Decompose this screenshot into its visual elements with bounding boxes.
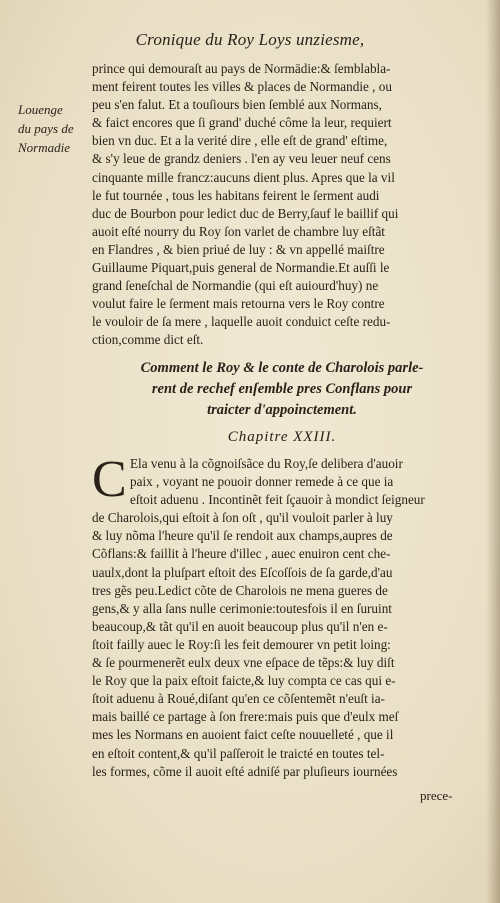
- text-line: & luy nõma l'heure qu'il ſe rendoit aux champs,aupres de: [92, 528, 393, 544]
- text-line: de Charolois,qui eſtoit à ſon oſt , qu'il vouloit parler à luy: [92, 510, 393, 526]
- text-line: uaulx,dont la pluſpart eſtoit des Eſcoſſois de ſa garde,d'au: [92, 564, 393, 580]
- text-line: gens,& y alla ſans nulle cerimonie:toutesfois il en ſuruint: [92, 600, 392, 616]
- text-line: Cõflans:& faillit à l'heure d'illec , auec enuiron cent che-: [92, 546, 391, 562]
- text-line: le vouloir de ſa mere , laquelle auoit conduict ceſte redu-: [92, 314, 391, 330]
- text-line: prince qui demouraſt au pays de Normādie:& ſemblabla-: [92, 61, 391, 76]
- text-line: bien vn duc. Et a la verité dire , elle eſt de grand' eſtime,: [92, 133, 388, 149]
- text-line: en Flandres , & bien priué de luy : & vn appellé maiſtre: [92, 241, 385, 257]
- text-line: eſtoit aduenu . Incontinẽt feit ſçauoir à mondict ſeigneur: [130, 492, 425, 508]
- running-header: Cronique du Roy Loys unziesme,: [135, 30, 365, 49]
- drop-cap: C: [92, 451, 127, 508]
- text-line: le Roy que la paix eſtoit faicte,& luy compta ce cas qui e-: [92, 673, 396, 689]
- text-line: ction,comme dict eſt.: [92, 332, 204, 348]
- page-gutter-shadow: [486, 0, 500, 903]
- chapter-number: Chapitre XXIII.: [227, 429, 337, 445]
- margin-note: [18, 100, 88, 157]
- paragraph-1: [92, 60, 472, 350]
- text-line: ſtoit aduenu à Roué,diſant qu'en ce cõſentemẽt n'euſt ia-: [92, 691, 385, 707]
- text-line: mais baillé ce partage à ſon frere:mais puis que d'eulx meſ: [92, 709, 399, 725]
- text-line: peu s'en falut. Et a touſiours bien ſemblé aux Normans,: [92, 97, 382, 113]
- text-line: ſtoit failly auec le Roy:ſi les feit demourer vn petit loing:: [92, 636, 391, 652]
- text-line: Guillaume Piquart,puis general de Normandie.Et auſſi le: [92, 260, 390, 276]
- text-line: duc de Bourbon pour ledict duc de Berry,ſauf le baillif qui: [92, 205, 399, 221]
- text-line: les formes, cõme il auoit eſté adniſé par pluſieurs iournées: [92, 763, 398, 779]
- text-line: le fut tournée , tous les habitans feirent le ſerment audi: [92, 187, 380, 203]
- margin-note-line: Normadie: [18, 140, 70, 155]
- text-line: Ela venu à la cõgnoiſsãce du Roy,ſe delibera d'auoir: [130, 456, 403, 471]
- text-line: & ſe pourmenerẽt eulx deux vne eſpace de tẽps:& luy diſt: [92, 655, 395, 671]
- text-line: grand ſeneſchal de Normandie (qui eſt auiourd'huy) ne: [92, 278, 379, 294]
- chapter-title-line: Comment le Roy & le conte de Charolois parle-: [140, 360, 424, 376]
- margin-note-line: du pays de: [18, 121, 74, 136]
- paragraph-2: [92, 451, 472, 781]
- text-line: mes les Normans en auoient faict ceſte nouuelleté , que il: [92, 727, 394, 743]
- text-line: tres gẽs peu.Ledict cõte de Charolois ne mena gueres de: [92, 582, 388, 598]
- text-line: & faict encores que ſi grand' duché côme la leur, requiert: [92, 115, 392, 131]
- margin-note-line: Louenge: [18, 102, 63, 117]
- text-line: & s'y leue de grandz deniers . l'en ay veu leuer neuf cens: [92, 151, 391, 167]
- text-line: beaucoup,& tãt qu'il en auoit beaucoup plus qu'il n'en e-: [92, 618, 388, 634]
- text-line: paix , voyant ne pouoir donner remede à ce que ia: [130, 474, 394, 490]
- chapter-title: [92, 358, 472, 421]
- text-line: voulut faire le ſerment mais retourna vers le Roy contre: [92, 296, 385, 312]
- catchword: prece-: [420, 788, 453, 803]
- chapter-title-line: traicter d'appoinctement.: [207, 402, 357, 418]
- text-line: ment feirent toutes les villes & places de Normandie , ou: [92, 79, 392, 95]
- chapter-title-line: rent de rechef enſemble pres Conflans pour: [151, 381, 413, 397]
- text-line: auoit eſté nourry du Roy ſon varlet de chambre luy eſtãt: [92, 223, 385, 239]
- text-line: cinquante mille francz:aucuns dient plus. Apres que la vil: [92, 169, 395, 185]
- text-line: en eſtoit content,& qu'il paſſeroit le traicté en toutes tel-: [92, 745, 385, 761]
